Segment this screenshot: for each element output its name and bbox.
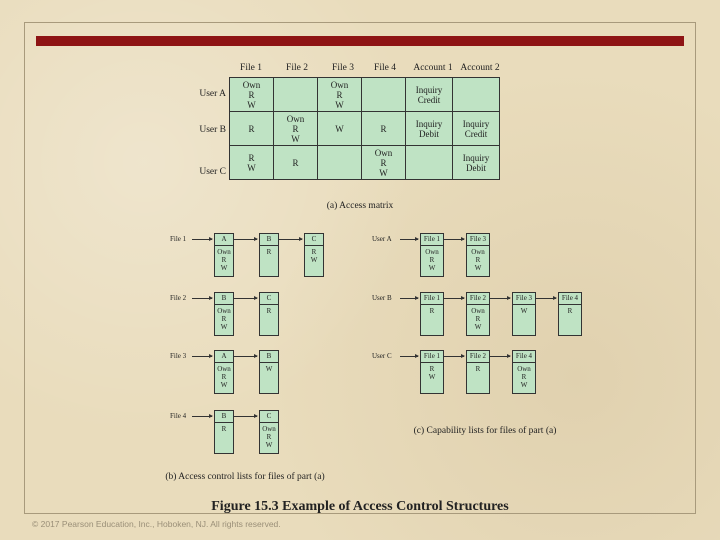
matrix-cell [453,78,500,112]
acl-link-arrow [192,239,212,240]
cap-entry [420,292,444,336]
cap-entry-id: File 1 [421,293,443,305]
acl-entry-id: B [215,411,233,423]
acl-entry-rights: Own R W [217,365,231,389]
cap-entry-rights: W [520,307,528,315]
matrix-cell [318,146,362,180]
cap-entry [420,350,444,394]
cap-entry-id: File 3 [467,234,489,246]
cap-list-label: User A [372,235,392,243]
matrix-row [230,146,500,180]
cap-entry [512,350,536,394]
matrix-cell: R [362,112,406,146]
acl-list-label: File 1 [170,235,187,243]
acl-caption: (b) Access control lists for files of part (a) [165,472,325,482]
acl-entry-rights: W [265,365,273,373]
cap-list-label: User B [372,294,392,302]
acl-link-arrow [279,239,302,240]
matrix-cell [274,78,318,112]
cap-entry-rights: R [475,365,481,373]
cap-entry-rights: Own R W [471,248,485,272]
cap-entry [512,292,536,336]
cap-entry-rights: R [567,307,573,315]
matrix-cell: Own R W [274,112,318,146]
acl-entry-id: B [260,234,278,246]
matrix-cell: R W [230,146,274,180]
acl-entry [214,233,234,277]
matrix-cell: Inquiry Debit [406,112,453,146]
cap-entry-rights: Own R W [425,248,439,272]
acl-entry-rights: R W [310,248,318,264]
matrix-cell: Inquiry Credit [453,112,500,146]
matrix-cell [406,146,453,180]
access-matrix [229,77,500,180]
matrix-row [230,78,500,112]
cap-entry [558,292,582,336]
cap-link-arrow [400,298,418,299]
acl-link-arrow [192,416,212,417]
acl-entry-rights: R [221,425,227,433]
cap-entry-id: File 4 [559,293,581,305]
acl-link-arrow [234,416,257,417]
acl-link-arrow [234,356,257,357]
matrix-row-header: User A [199,89,226,99]
cap-entry-rights: Own R W [517,365,531,389]
acl-link-arrow [234,239,257,240]
matrix-cell: Inquiry Debit [453,146,500,180]
acl-entry [259,410,279,454]
cap-entry-id: File 1 [421,234,443,246]
capability-caption: (c) Capability lists for files of part (a) [413,426,557,436]
matrix-cell: Own R W [362,146,406,180]
acl-entry [259,350,279,394]
acl-entry-id: C [260,411,278,423]
matrix-row-header: User B [199,125,226,135]
matrix-cell: R [230,112,274,146]
cap-link-arrow [490,298,510,299]
matrix-cell: Own R W [318,78,362,112]
acl-entry-rights: Own R W [262,425,276,449]
acl-entry-id: A [215,234,233,246]
cap-entry [420,233,444,277]
matrix-cell: Own R W [230,78,274,112]
cap-link-arrow [444,356,464,357]
acl-link-arrow [192,356,212,357]
cap-entry-id: File 1 [421,351,443,363]
cap-entry [466,292,490,336]
cap-link-arrow [536,298,556,299]
matrix-col-header: File 4 [374,63,396,73]
acl-entry-rights: Own R W [217,248,231,272]
acl-list-label: File 2 [170,294,187,302]
matrix-cell: W [318,112,362,146]
cap-entry-id: File 4 [513,351,535,363]
matrix-col-header: File 3 [332,63,354,73]
cap-link-arrow [444,298,464,299]
acl-list-label: File 4 [170,412,187,420]
matrix-row [230,112,500,146]
matrix-cell: R [274,146,318,180]
cap-entry-id: File 3 [513,293,535,305]
acl-entry [214,292,234,336]
matrix-col-header: File 1 [240,63,262,73]
acl-entry-id: C [305,234,323,246]
acl-entry [259,292,279,336]
acl-entry-rights: R [266,248,272,256]
cap-link-arrow [444,239,464,240]
acl-entry-id: C [260,293,278,305]
cap-entry-rights: R W [428,365,436,381]
cap-list-label: User C [372,352,392,360]
cap-entry-id: File 2 [467,293,489,305]
title-accent-bar [36,36,684,46]
matrix-col-header: Account 2 [460,63,500,73]
cap-link-arrow [400,239,418,240]
acl-entry-id: B [215,293,233,305]
acl-entry-id: A [215,351,233,363]
matrix-col-header: File 2 [286,63,308,73]
cap-entry [466,233,490,277]
cap-link-arrow [490,356,510,357]
cap-entry-rights: R [429,307,435,315]
matrix-col-header: Account 1 [413,63,453,73]
acl-entry [214,350,234,394]
cap-entry-rights: Own R W [471,307,485,331]
acl-entry [259,233,279,277]
cap-link-arrow [400,356,418,357]
acl-entry-rights: Own R W [217,307,231,331]
cap-entry-id: File 2 [467,351,489,363]
matrix-caption: (a) Access matrix [326,201,394,211]
cap-entry [466,350,490,394]
matrix-row-header: User C [199,167,226,177]
acl-entry-rights: R [266,307,272,315]
acl-entry [214,410,234,454]
figure-title: Figure 15.3 Example of Access Control Structures [211,499,509,514]
acl-entry-id: B [260,351,278,363]
acl-list-label: File 3 [170,352,187,360]
matrix-cell [362,78,406,112]
acl-link-arrow [234,298,257,299]
acl-entry [304,233,324,277]
matrix-cell: Inquiry Credit [406,78,453,112]
acl-link-arrow [192,298,212,299]
copyright-notice: © 2017 Pearson Education, Inc., Hoboken, NJ. All rights reserved. [32,519,281,529]
